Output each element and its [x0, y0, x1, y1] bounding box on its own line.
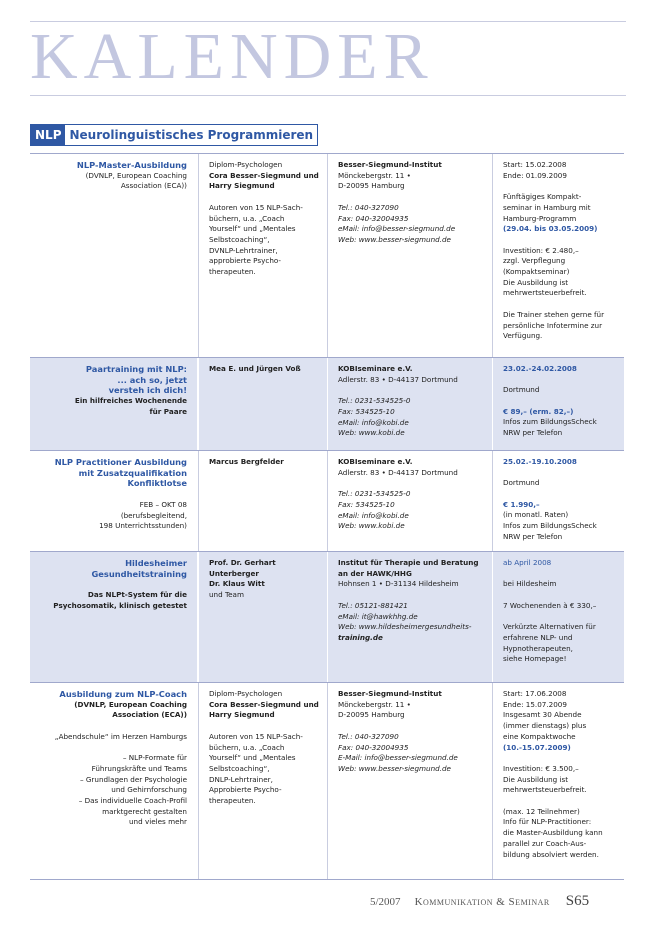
details-line: (29.04. bis 03.05.2009): [503, 224, 598, 234]
event-title-cell: [30, 552, 198, 682]
contact-line: Adlerstr. 83 • D-44137 Dortmund: [338, 467, 458, 477]
details-line: die Master-Ausbildung kann: [503, 828, 603, 838]
event-note: Führungskräfte und Teams: [91, 763, 187, 773]
contact-line: Tel.: 040-327090: [338, 731, 399, 741]
contact-line: Fax: 040-32004935: [338, 213, 409, 223]
contact-line: eMail: info@kobi.de: [338, 417, 409, 427]
event-title-cell: [30, 683, 198, 879]
event-note: [32, 721, 187, 732]
trainer-line: DVNLP-Lehrtrainer,: [209, 245, 278, 255]
details-line: Ende: 01.09.2009: [503, 170, 567, 180]
details-line: Verkürzte Alternativen für: [503, 622, 596, 632]
event-title: Konfliktlotse: [127, 478, 187, 489]
details-line: Die Trainer stehen gerne für: [503, 309, 605, 319]
trainer-line: [209, 721, 321, 732]
contact-line: Web: www.besser-siegmund.de: [338, 234, 451, 244]
event-subtitle: Association (ECA)): [120, 181, 187, 191]
event-note: „Abendschule“ im Herzen Hamburgs: [54, 731, 187, 741]
details-line: seminar in Hamburg mit: [503, 202, 591, 212]
details-line: (in monatl. Raten): [503, 510, 569, 520]
trainer-line: Yourself“ und „Mentales: [209, 224, 296, 234]
contact-line: Fax: 534525-10: [338, 499, 395, 509]
event-title-cell: [30, 358, 198, 450]
trainer-line: Dr. Klaus Witt: [209, 579, 265, 589]
trainer-line: Yourself“ und „Mentales: [209, 753, 296, 763]
trainer-line: Selbstcoaching“,: [209, 763, 270, 773]
contact-line: [338, 590, 486, 601]
details-line: mehrwertsteuerbefreit.: [503, 288, 587, 298]
contact-line: [338, 192, 486, 203]
details-line: persönliche Infotermine zur: [503, 320, 603, 330]
contact-line: Tel.: 05121-881421: [338, 600, 408, 610]
trainer-cell: [198, 358, 327, 450]
details-line: zzgl. Verpflegung: [503, 256, 566, 266]
event-title: mit Zusatzqualifikation: [78, 467, 187, 478]
details-line: € 89,– (erm. 82,–): [503, 406, 574, 416]
details-line: Dortmund: [503, 478, 540, 488]
trainer-line: Autoren von 15 NLP-Sach-: [209, 202, 303, 212]
contact-line: [338, 478, 486, 489]
trainer-line: Harry Siegmund: [209, 710, 275, 720]
details-line: Infos zum BildungsScheck: [503, 417, 597, 427]
contact-cell: [327, 451, 492, 551]
page-title: KALENDER: [30, 20, 434, 93]
trainer-line: Marcus Bergfelder: [209, 457, 284, 466]
event-note: [32, 743, 187, 754]
contact-cell: [327, 154, 492, 357]
details-line: 25.02.-19.10.2008: [503, 457, 577, 466]
details-line: bildung absolviert werden.: [503, 849, 599, 859]
contact-line: Web: www.hildesheimergesundheits-: [338, 622, 472, 632]
event-title: NLP Practitioner Ausbildung: [54, 457, 187, 467]
contact-cell: [327, 683, 492, 879]
event-note: – Das individuelle Coach-Profil: [78, 796, 187, 805]
event-title: Hildesheimer: [125, 558, 187, 568]
event-note: – Grundlagen der Psychologie: [79, 774, 187, 784]
event-note: – NLP-Formate für: [122, 753, 187, 763]
trainer-line: Mea E. und Jürgen Voß: [209, 364, 301, 373]
details-line: (immer dienstags) plus: [503, 721, 587, 731]
details-line: NRW per Telefon: [503, 428, 563, 438]
details-line: Hypnotherapeuten,: [503, 643, 573, 653]
trainer-line: therapeuten.: [209, 796, 256, 806]
details-line: siehe Homepage!: [503, 654, 567, 664]
trainer-cell: [198, 683, 327, 879]
contact-line: Web: www.besser-siegmund.de: [338, 763, 451, 773]
event-title: Gesundheitstraining: [91, 568, 187, 579]
page-footer: [370, 893, 589, 910]
details-line: [503, 569, 620, 580]
details-line: Investition: € 2.480,–: [503, 245, 579, 255]
trainer-line: büchern, u.a. „Coach: [209, 742, 285, 752]
trainer-line: Cora Besser-Siegmund und: [209, 170, 319, 180]
trainer-line: Cora Besser-Siegmund und: [209, 699, 319, 709]
contact-line: D-20095 Hamburg: [338, 710, 405, 720]
trainer-line: DNLP-Lehrtrainer,: [209, 774, 273, 784]
details-line: erfahrene NLP- und: [503, 632, 573, 642]
details-line: mehrwertsteuerbefreit.: [503, 785, 587, 795]
event-subtitle: (DVNLP, European Coaching: [74, 699, 187, 709]
section-heading: [30, 124, 318, 146]
contact-line: eMail: info@besser-siegmund.de: [338, 224, 456, 234]
details-line: [503, 590, 620, 601]
trainer-cell: [198, 154, 327, 357]
table-row: [30, 551, 624, 682]
details-line: Insgesamt 30 Abende: [503, 710, 582, 720]
details-line: Die Ausbildung ist: [503, 774, 569, 784]
contact-cell: [327, 552, 492, 682]
trainer-line: Autoren von 15 NLP-Sach-: [209, 731, 303, 741]
details-line: € 1.990,–: [503, 499, 540, 509]
contact-line: Besser-Siegmund-Institut: [338, 689, 442, 698]
contact-line: training.de: [338, 632, 383, 642]
contact-line: D-20095 Hamburg: [338, 181, 405, 191]
details-line: [503, 753, 620, 764]
contact-cell: [327, 358, 492, 450]
details-line: Start: 15.02.2008: [503, 160, 567, 169]
trainer-cell: [198, 451, 327, 551]
event-note: FEB – OKT 08: [139, 499, 187, 509]
contact-line: eMail: it@hawkhhg.de: [338, 611, 418, 621]
event-title: ... ach so, jetzt: [117, 374, 187, 385]
event-table: [30, 153, 624, 880]
details-line: [503, 235, 620, 246]
contact-line: eMail: info@kobi.de: [338, 510, 409, 520]
event-subtitle: [32, 579, 187, 590]
details-line: eine Kompaktwoche: [503, 731, 576, 741]
trainer-line: approbierte Psycho-: [209, 256, 282, 266]
event-note: 198 Unterrichtsstunden): [99, 521, 187, 531]
contact-line: Tel.: 0231-534525-0: [338, 489, 411, 499]
contact-line: Tel.: 0231-534525-0: [338, 396, 411, 406]
event-note: (berufsbegleitend,: [120, 510, 187, 520]
contact-line: Mönckebergstr. 11 •: [338, 170, 411, 180]
event-note: [32, 489, 187, 500]
details-line: 7 Wochenenden à € 330,–: [503, 600, 597, 610]
details-line: (10.-15.07.2009): [503, 742, 571, 752]
details-cell: [492, 552, 624, 682]
contact-line: an der HAWK/HHG: [338, 568, 412, 578]
table-row: [30, 357, 624, 450]
event-subtitle: für Paare: [149, 406, 187, 416]
details-cell: [492, 154, 624, 357]
details-line: [503, 299, 620, 310]
trainer-line: Prof. Dr. Gerhart: [209, 558, 276, 567]
contact-line: KOBIseminare e.V.: [338, 364, 413, 373]
details-line: Start: 17.06.2008: [503, 689, 567, 698]
details-line: [503, 611, 620, 622]
details-line: [503, 181, 620, 192]
trainer-cell: [198, 552, 327, 682]
details-line: [503, 375, 620, 386]
details-line: Info für NLP-Practitioner:: [503, 817, 592, 827]
contact-line: Fax: 534525-10: [338, 406, 395, 416]
details-line: 23.02.-24.02.2008: [503, 364, 577, 373]
event-note: und Gehirnforschung: [111, 785, 187, 795]
contact-line: Web: www.kobi.de: [338, 428, 405, 438]
details-line: [503, 796, 620, 807]
details-cell: [492, 358, 624, 450]
details-line: Fünftägiges Kompakt-: [503, 192, 582, 202]
table-row: [30, 450, 624, 551]
contact-line: [338, 721, 486, 732]
event-subtitle: Das NLPt-System für die: [87, 590, 187, 600]
contact-line: Institut für Therapie und Beratung: [338, 558, 479, 567]
details-line: (max. 12 Teilnehmer): [503, 806, 580, 816]
event-title: Paartraining mit NLP:: [85, 364, 187, 374]
contact-line: Adlerstr. 83 • D-44137 Dortmund: [338, 374, 458, 384]
event-note: und vieles mehr: [128, 817, 187, 827]
table-row: [30, 153, 624, 357]
contact-line: Fax: 040-32004935: [338, 742, 409, 752]
event-title: NLP-Master-Ausbildung: [76, 160, 187, 170]
details-line: Verfügung.: [503, 331, 543, 341]
table-row: [30, 682, 624, 880]
contact-line: E-Mail: info@besser-siegmund.de: [338, 753, 458, 763]
details-line: (Kompaktseminar): [503, 267, 570, 276]
trainer-line: Unterberger: [209, 568, 259, 578]
section-name: Neurolinguistisches Programmieren: [69, 128, 314, 142]
trainer-line: Diplom-Psychologen: [209, 160, 283, 169]
contact-line: Besser-Siegmund-Institut: [338, 160, 442, 169]
details-line: Die Ausbildung ist: [503, 277, 569, 287]
contact-line: Web: www.kobi.de: [338, 521, 405, 531]
details-line: Infos zum BildungsScheck: [503, 521, 597, 531]
contact-line: Mönckebergstr. 11 •: [338, 699, 411, 709]
details-cell: [492, 451, 624, 551]
trainer-line: therapeuten.: [209, 267, 256, 277]
details-line: [503, 468, 620, 479]
details-cell: [492, 683, 624, 879]
event-note: marktgerecht gestalten: [102, 806, 187, 816]
details-line: ab April 2008: [503, 558, 552, 567]
event-subtitle: Association (ECA)): [112, 710, 187, 720]
details-line: parallel zur Coach-Aus-: [503, 838, 587, 848]
contact-line: KOBIseminare e.V.: [338, 457, 413, 466]
contact-line: Hohnsen 1 • D-31134 Hildesheim: [338, 579, 459, 589]
event-title: Ausbildung zum NLP-Coach: [59, 689, 187, 699]
issue-number: 5/2007: [370, 896, 401, 908]
details-line: [503, 396, 620, 407]
details-line: Dortmund: [503, 385, 540, 395]
trainer-line: Selbstcoaching“,: [209, 234, 270, 244]
details-line: Investition: € 3.500,–: [503, 763, 579, 773]
event-subtitle: Psychosomatik, klinisch getestet: [53, 600, 187, 610]
trainer-line: Approbierte Psycho-: [209, 785, 282, 795]
details-line: Hamburg-Programm: [503, 213, 577, 223]
page-number: S65: [565, 893, 590, 909]
trainer-line: büchern, u.a. „Coach: [209, 213, 285, 223]
event-subtitle: Ein hilfreiches Wochenende: [74, 396, 187, 406]
contact-line: Tel.: 040-327090: [338, 202, 399, 212]
trainer-line: [209, 192, 321, 203]
details-line: Ende: 15.07.2009: [503, 699, 567, 709]
section-tag: NLP: [31, 125, 65, 145]
event-title: versteh ich dich!: [108, 385, 187, 396]
details-line: NRW per Telefon: [503, 531, 563, 541]
trainer-line: Diplom-Psychologen: [209, 689, 283, 698]
event-title-cell: [30, 154, 198, 357]
trainer-line: und Team: [209, 590, 244, 600]
event-subtitle: (DVNLP, European Coaching: [85, 170, 187, 180]
header-rule-bottom: [30, 95, 626, 96]
event-title-cell: [30, 451, 198, 551]
details-line: bei Hildesheim: [503, 579, 557, 589]
magazine-name: Kommunikation & Seminar: [414, 896, 550, 908]
details-line: [503, 489, 620, 500]
contact-line: [338, 385, 486, 396]
trainer-line: Harry Siegmund: [209, 181, 275, 191]
